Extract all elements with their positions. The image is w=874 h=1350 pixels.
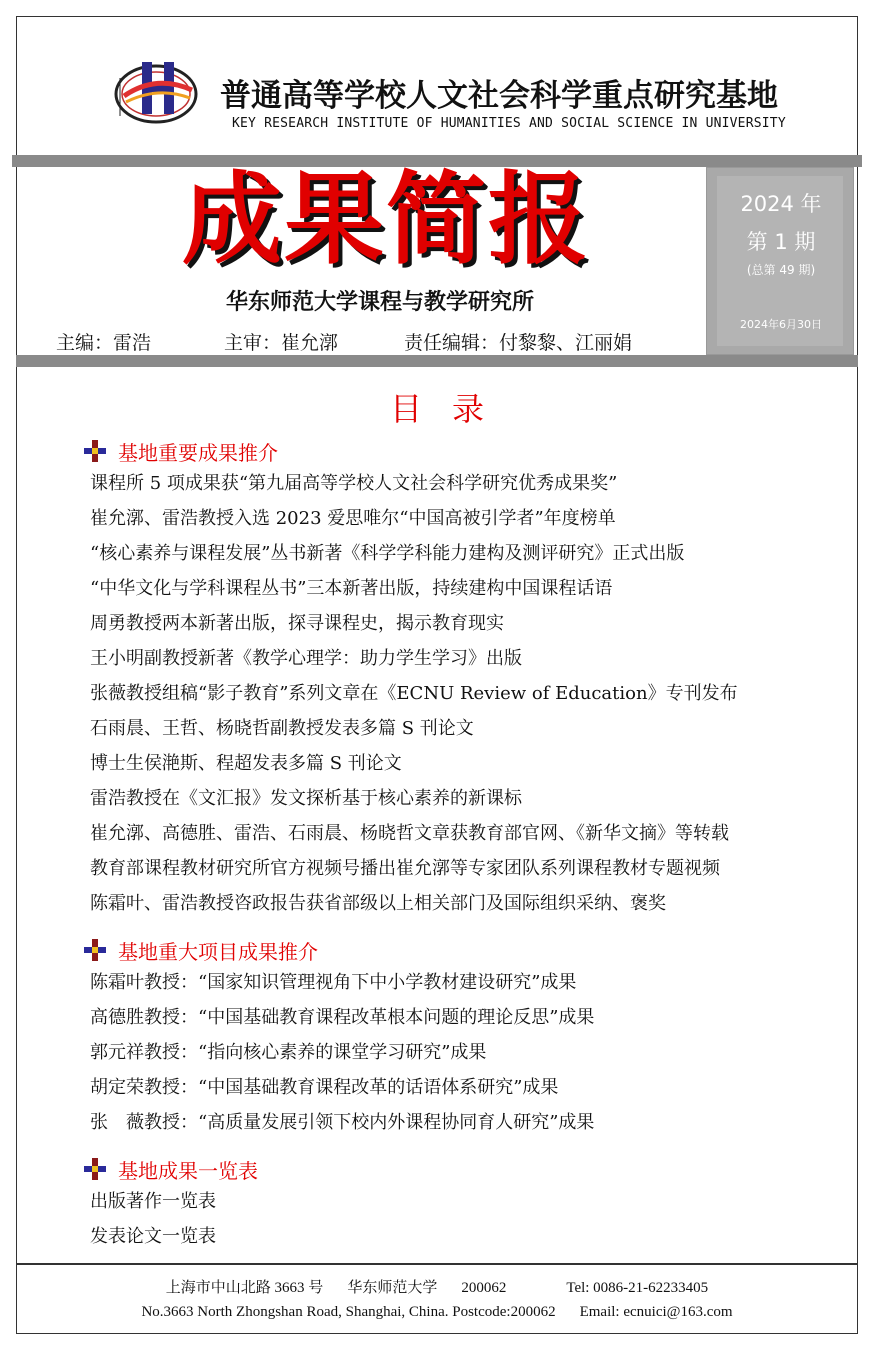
footer-line-cn — [0, 1276, 874, 1297]
section-header — [82, 935, 594, 965]
footer-line-en — [0, 1304, 874, 1321]
toc-item[interactable]: 张 薇教授：“高质量发展引领下校内外课程协同育人研究”成果 — [90, 1112, 595, 1133]
cross-bullet-icon — [82, 438, 108, 464]
toc-item[interactable]: 王小明副教授新著《教学心理学：助力学生学习》出版 — [90, 648, 522, 669]
toc-item[interactable]: 发表论文一览表 — [90, 1226, 216, 1247]
toc-title: 目录 — [389, 390, 514, 428]
toc-item[interactable]: 博士生侯滟斯、程超发表多篇 S 刊论文 — [90, 753, 402, 774]
toc-item[interactable]: 周勇教授两本新著出版，探寻课程史，揭示教育现实 — [90, 613, 504, 634]
footer-postcode: 200062 — [461, 1280, 507, 1296]
editor-line — [56, 328, 632, 355]
footer-tel: Tel: 0086-21-62233405 — [566, 1280, 709, 1296]
institute-logo-icon — [112, 56, 208, 128]
issue-info-box — [706, 167, 854, 355]
toc-item[interactable]: 雷浩教授在《文汇报》发文探析基于核心素养的新课标 — [90, 788, 522, 809]
toc-item[interactable]: 崔允漷、雷浩教授入选 2023 爱思唯尔“中国高被引学者”年度榜单 — [90, 508, 616, 529]
issue-date: 2024年6月30日 — [740, 318, 822, 331]
institute-name-en: KEY RESEARCH INSTITUTE OF HUMANITIES AND SOCIAL SCIENCE IN UNIVERSITY — [232, 116, 786, 131]
section-header — [82, 436, 738, 466]
toc-item[interactable]: “中华文化与学科课程丛书”三本新著出版，持续建构中国课程话语 — [90, 578, 613, 599]
issue-number: 第 1 期 — [746, 230, 816, 254]
chief-reviewer: 主审：崔允漷 — [224, 332, 339, 354]
toc-item[interactable]: 张薇教授组稿“影子教育”系列文章在《ECNU Review of Education》专刊发布 — [90, 683, 738, 704]
toc-item[interactable]: 石雨晨、王哲、杨晓哲副教授发表多篇 S 刊论文 — [90, 718, 474, 739]
bulletin-title: 成果简报 — [182, 161, 590, 278]
section-header — [82, 1154, 258, 1184]
section-title: 基地重大项目成果推介 — [118, 939, 318, 964]
chief-editor: 主编：雷浩 — [56, 332, 152, 354]
section-title: 基地重要成果推介 — [118, 440, 278, 465]
toc-item-list — [82, 466, 738, 921]
footer-divider — [16, 1263, 858, 1265]
issue-year: 2024 年 — [740, 192, 822, 216]
toc-item[interactable]: 陈霜叶、雷浩教授咨政报告获省部级以上相关部门及国际组织采纳、褒奖 — [90, 893, 666, 914]
toc-item-list — [82, 1184, 258, 1254]
toc-item[interactable]: 出版著作一览表 — [90, 1191, 216, 1212]
issue-total-number: (总第 49 期) — [746, 263, 816, 277]
toc-section-1 — [82, 436, 738, 921]
toc-item-list — [82, 965, 594, 1140]
toc-item[interactable]: “核心素养与课程发展”丛书新著《科学学科能力建构及测评研究》正式出版 — [90, 543, 685, 564]
cross-bullet-icon — [82, 937, 108, 963]
footer-email[interactable]: Email: ecnuici@163.com — [579, 1304, 733, 1320]
section-title: 基地成果一览表 — [118, 1158, 258, 1183]
bulletin-subtitle: 华东师范大学课程与教学研究所 — [226, 290, 535, 315]
footer-address-en: No.3663 North Zhongshan Road, Shanghai, China. Postcode:200062 — [141, 1304, 556, 1320]
toc-item[interactable]: 陈霜叶教授：“国家知识管理视角下中小学教材建设研究”成果 — [90, 972, 577, 993]
institute-name-cn: 普通高等学校人文社会科学重点研究基地 — [220, 78, 778, 114]
toc-item[interactable]: 课程所 5 项成果获“第九届高等学校人文社会科学研究优秀成果奖” — [90, 473, 618, 494]
toc-item[interactable]: 崔允漷、高德胜、雷浩、石雨晨、杨晓哲文章获教育部官网、《新华文摘》等转载 — [90, 823, 729, 844]
toc-item[interactable]: 胡定荣教授：“中国基础教育课程改革的话语体系研究”成果 — [90, 1077, 559, 1098]
toc-item[interactable]: 郭元祥教授：“指向核心素养的课堂学习研究”成果 — [90, 1042, 487, 1063]
footer-university: 华东师范大学 — [347, 1280, 438, 1296]
footer-address-cn: 上海市中山北路 3663 号 — [165, 1280, 324, 1296]
toc-item[interactable]: 高德胜教授：“中国基础教育课程改革根本问题的理论反思”成果 — [90, 1007, 595, 1028]
toc-section-2 — [82, 935, 594, 1140]
cross-bullet-icon — [82, 1156, 108, 1182]
toc-item[interactable]: 教育部课程教材研究所官方视频号播出崔允漷等专家团队系列课程教材专题视频 — [90, 858, 720, 879]
responsible-editors: 责任编辑：付黎黎、江丽娟 — [404, 332, 633, 354]
toc-section-3 — [82, 1154, 258, 1254]
header-bottom-bar — [16, 355, 858, 367]
